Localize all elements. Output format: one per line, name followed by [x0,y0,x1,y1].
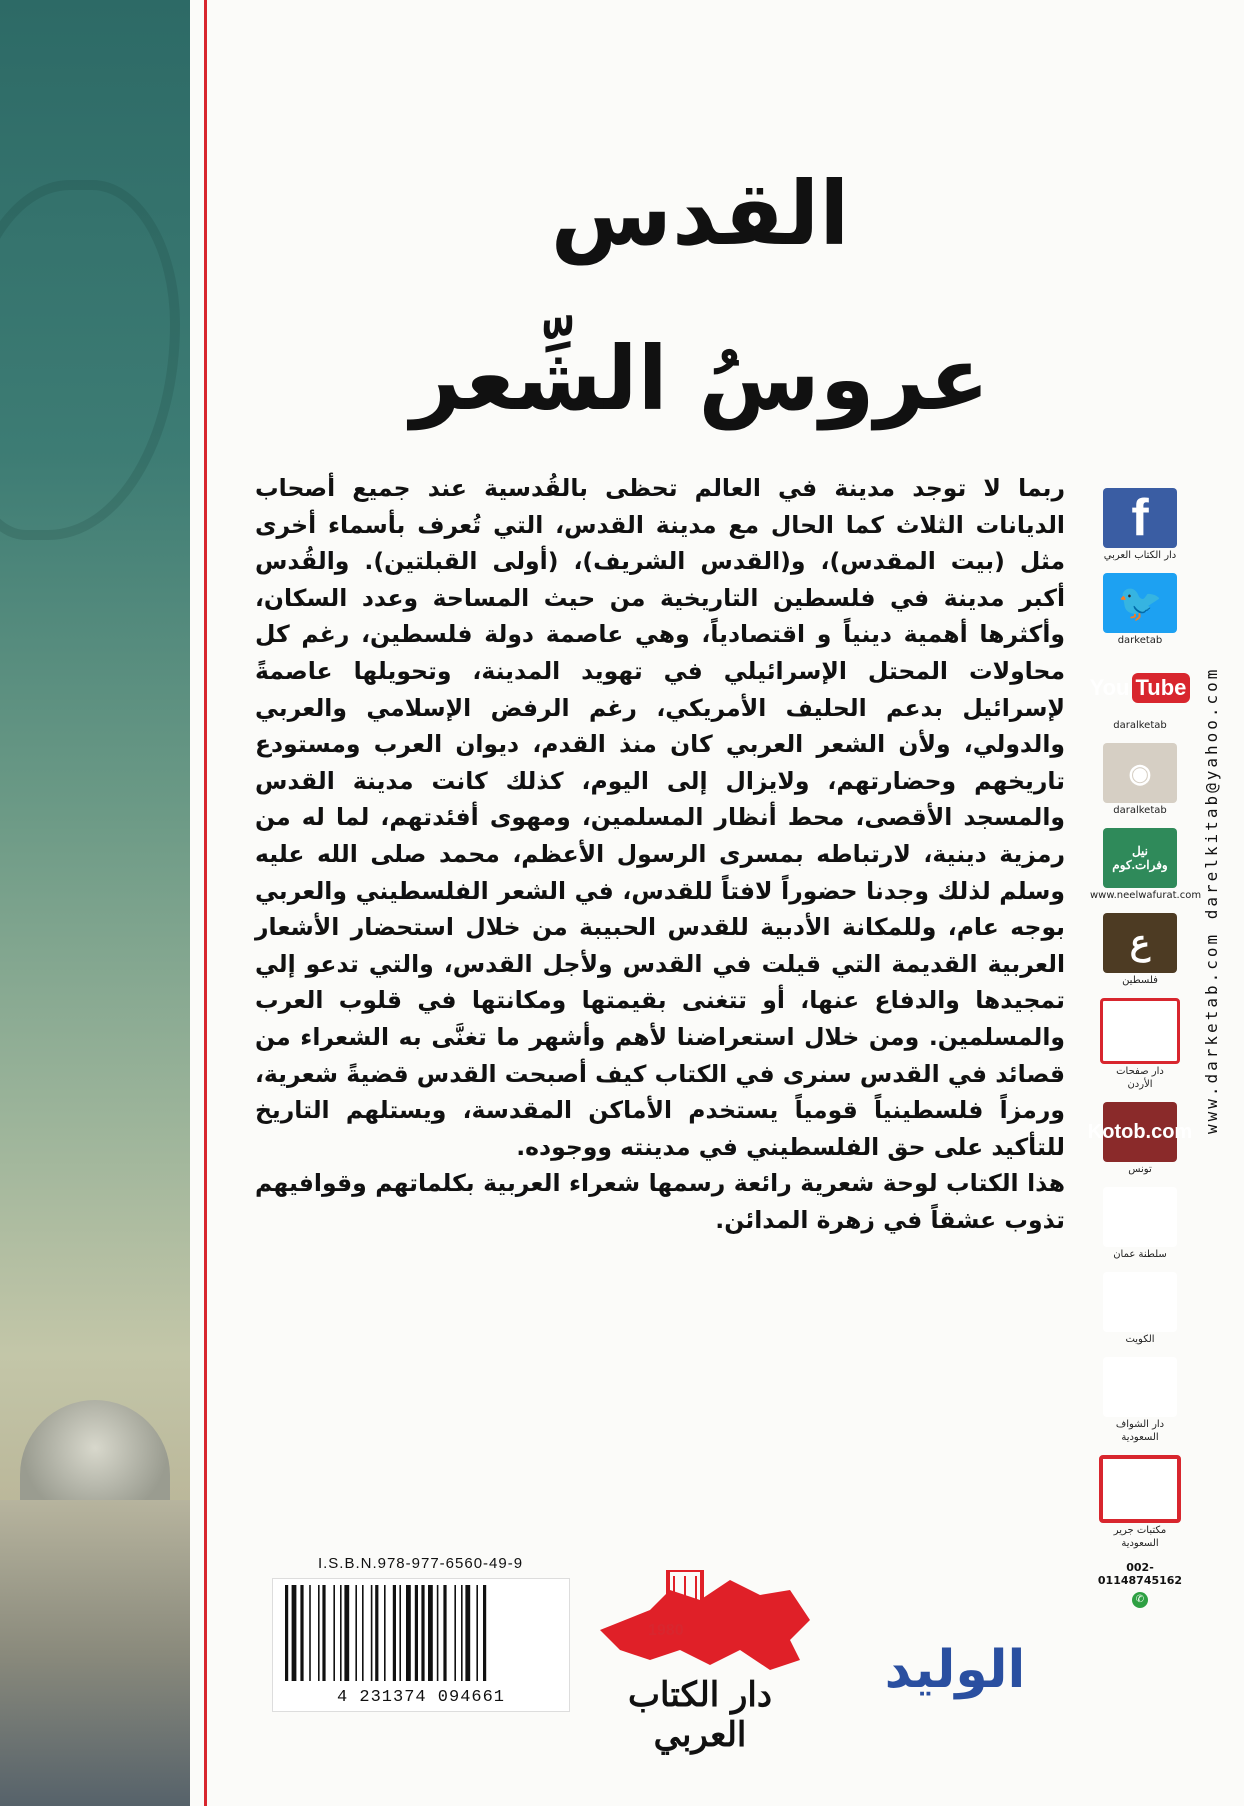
facebook-caption: دار الكتاب العربي [1103,550,1177,561]
calligraphy-decoration [0,180,180,540]
instagram-entry[interactable] [1090,743,1190,816]
barcode-bar [371,1585,373,1681]
jordan-caption: الأردن [1127,1079,1153,1090]
oman-entry [1090,1187,1190,1260]
barcode-bar [355,1585,357,1681]
youtube-caption: daralketab [1113,720,1167,731]
barcode-bar [406,1585,411,1681]
book-title-line1: القدس [550,162,850,265]
barcode-bar [375,1585,378,1681]
blurb-paragraph-1: ربما لا توجد مدينة في العالم تحظى بالقُدسية عند جميع أصحاب الديانات الثلاث كما الحال مع مدينة القدس، التي تُعرف بأسماء أخرى مثل (بيت المقدس)، و(القدس الشريف)، (أولى القبلتين). والقُدس أكبر مدينة في فلسطين التاريخية من حيث المساحة وعدد السكان، وأكثرها أهمية دينياً و اقتصادياً، وهي عاصمة دولة فلسطين، رغم كل محاولات المحتل الإسرائيلي في تهويد المدينة، وتحويلها عاصمةً لإسرائيل بدعم الحليف الأمريكي، رغم الرفض الإسلامي والعربي والدولي، ولأن الشعر العربي كان منذ القدم، ديوان العرب ومستودع تاريخهم وحضارتهم، ولايزال إلى اليوم، كذلك كانت مدينة القدس والمسجد الأقصى، محط أنظار المسلمين، ومهوى أفئدتهم، لما له من رمزية دينية، لارتباطه بمسرى الرسول الأعظم، محمد صلى الله عليه وسلم لذلك وجدنا حضوراً لافتاً للقدس، في الشعر الفلسطيني والعربي بوجه عام، وللمكانة الأدبية للقدس الحبيبة من خلال استحضار الأشعار العربية القديمة التي قيلت في القدس ولأجل القدس، والتي تدعو إلي تمجيدها والدفاع عنها، أو تتغنى بقيمتها ومكانتها في قلوب العرب والمسلمين. ومن خلال استعراضنا لأهم وأشهر ما تغنَّى به الشعراء من قصائد في القدس سنرى في الكتاب كيف أصبحت القدس قضيةً شعرية، ورمزاً فلسطينياً قومياً يستخدم الأماكن المقدسة، ويستلهم التاريخ للتأكيد على حق الفلسطيني في مدينته ووجوده. [255,474,1065,1161]
oman-caption: سلطنة عمان [1113,1249,1167,1260]
twitter-icon[interactable]: 🐦 [1103,573,1177,633]
jordan-label: دار صفحات [1116,1066,1164,1077]
jarir-label: مكتبات جرير [1113,1525,1167,1536]
barcode-bar [318,1585,320,1681]
barcode-bar [344,1585,349,1681]
barcode-bar [393,1585,396,1681]
book-title-line2: عروسُ الشِّعر [410,327,990,430]
jarir-logo: T [1099,1455,1181,1523]
kuwait-distributor-logo: That Al Salasil ذات السلاسل [1103,1272,1177,1332]
isbn-text: I.S.B.N.978-977-6560-49-9 [317,1555,524,1572]
barcode-bar [476,1585,478,1681]
barcode-bar [292,1585,297,1681]
barcode-bar [309,1585,311,1681]
distributors-column [1087,488,1202,1608]
facebook-entry[interactable] [1090,488,1190,561]
shawaf-logo: ✓ [1103,1357,1177,1417]
youtube-tube-text: Tube [1132,673,1191,703]
twitter-caption: darketab [1117,635,1163,646]
twitter-entry[interactable] [1090,573,1190,646]
imprint-logo: الوليد [884,1640,1026,1700]
jerusalem-city-image [0,1500,190,1806]
barcode-bar [461,1585,463,1681]
barcode-bar [454,1585,456,1681]
barcode-bar [384,1585,386,1681]
instagram-caption: daralketab [1113,805,1167,816]
barcode-bar [322,1585,325,1681]
shawaf-label: دار الشواف [1115,1419,1165,1430]
barcode-bar [340,1585,342,1681]
jordan-distributor-logo: ص [1100,998,1180,1064]
barcode-bar [285,1585,288,1681]
neelwafurat-logo: نيل وفرات.كوم [1103,828,1177,888]
camera-icon[interactable]: ◉ [1103,743,1177,803]
saudi-jarir-entry [1090,1455,1190,1549]
oman-distributor-logo: مركز فينيق للقرطاسية [1103,1187,1177,1247]
palestine-entry [1090,913,1190,986]
barcode-bar [483,1585,486,1681]
barcode-bar [415,1585,418,1681]
blurb-text [255,470,1065,1238]
barcode-bar [428,1585,433,1681]
jarir-caption: السعودية [1121,1538,1159,1549]
whatsapp-icon: ✆ [1132,1592,1148,1608]
barcode-bar [333,1585,335,1681]
youtube-you-text: You [1089,675,1130,700]
barcode-bar [443,1585,446,1681]
shawaf-caption: السعودية [1121,1432,1159,1443]
barcode-bar [362,1585,364,1681]
website-email-vertical: www.darketab.com darelkitab@yahoo.com [1202,666,1221,1134]
barcode-bar [300,1585,303,1681]
barcode-bar [399,1585,401,1681]
phone-number: 002-01148745162 [1097,1561,1183,1587]
publisher-name: دار الكتاب العربي [627,1675,773,1755]
barcode-digits: 4 231374 094661 [336,1688,506,1707]
tunisia-entry [1087,1102,1193,1175]
publisher-year: 1980 [648,1622,684,1639]
barcode-bar [465,1585,470,1681]
blurb-paragraph-2: هذا الكتاب لوحة شعرية رائعة رسمها شعراء العربية بكلماتهم وقوافيهم تذوب عشقاً في زهرة المدائن. [255,1169,1065,1234]
palestine-distributor-logo: ع [1103,913,1177,973]
barcode-bars [285,1585,557,1685]
neelwafurat-entry[interactable] [1090,828,1202,901]
tunisia-caption: تونس [1128,1164,1152,1175]
barcode [272,1578,570,1712]
facebook-icon[interactable]: f [1103,488,1177,548]
kuwait-entry [1090,1272,1190,1345]
red-divider-line [204,0,207,1806]
tunisia-distributor-logo: Kotob.com [1103,1102,1177,1162]
neelwafurat-caption: www.neelwafurat.com [1090,890,1202,901]
barcode-bar [421,1585,424,1681]
youtube-icon[interactable] [1089,658,1187,718]
cover-spine-image [0,0,190,1806]
kuwait-caption: الكويت [1125,1334,1155,1345]
jordan-entry [1090,998,1190,1090]
youtube-entry[interactable] [1090,658,1190,731]
palestine-caption: فلسطين [1122,975,1158,986]
barcode-bar [437,1585,439,1681]
saudi-shawaf-entry [1090,1357,1190,1443]
